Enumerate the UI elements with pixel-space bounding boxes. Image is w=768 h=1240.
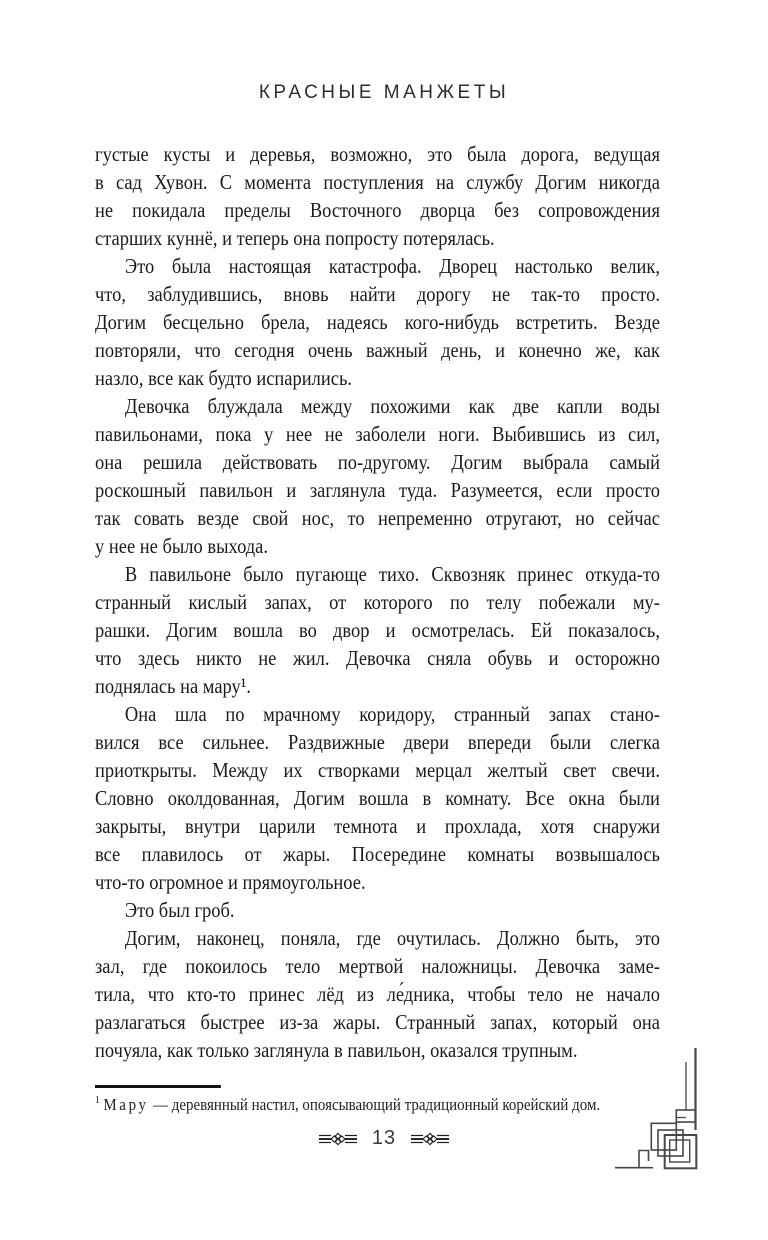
text-line: рашки. Догим вошла во двор и осмотрелась. Ей показалось, [95, 618, 660, 642]
footnote-definition: — деревянный настил, опоясывающий традиционный корейский дом. [153, 1095, 601, 1114]
text-line: повторяли, что сегодня очень важный день, и конечно же, как [95, 338, 660, 362]
text-line: вился все сильнее. Раздвижные двери впереди были слегка [95, 730, 660, 754]
text-line: Она шла по мрачному коридору, странный запах стано- [124, 702, 660, 726]
footnote-term: Мару [103, 1095, 149, 1114]
text-line: закрыты, внутри царили темнота и прохлада, хотя снаружи [95, 814, 660, 838]
page-number: 13 [371, 1127, 397, 1149]
text-line: странный кислый запах, от которого по телу побежали му- [95, 590, 660, 614]
text-line: В павильоне было пугающе тихо. Сквозняк принес откуда-то [124, 562, 660, 586]
text-line: павильонами, пока у нее не заболели ноги. Выбившись из сил, [95, 422, 660, 446]
text-line: Девочка блуждала между похожими как две капли воды [124, 394, 660, 418]
text-line: зал, где покоилось тело мертвой наложницы. Девочка заме- [95, 954, 660, 978]
chapter-title: КРАСНЫЕ МАНЖЕТЫ [258, 82, 510, 103]
text-line: что здесь никто не жил. Девочка сняла обувь и осторожно [95, 646, 660, 670]
text-line: что-то огромное и прямоугольное. [95, 870, 366, 894]
footnote-marker: 1 [95, 1094, 100, 1107]
knot-rule-ornament-left [319, 1132, 357, 1146]
text-line: Словно околдованная, Догим вошла в комнату. Все окна были [95, 786, 660, 810]
body-text [95, 140, 660, 1064]
text-line: Это была настоящая катастрофа. Дворец настолько велик, [124, 254, 660, 278]
text-line: не покидала пределы Восточного дворца без сопровождения [95, 198, 660, 222]
text-line: она решила действовать по-другому. Догим выбрала самый [95, 450, 660, 474]
text-line: в сад Хувон. С момента поступления на службу Догим никогда [95, 170, 660, 194]
text-line: приоткрыты. Между их створками мерцал желтый свет свечи. [95, 758, 660, 782]
text-line: у нее не было выхода. [95, 534, 269, 558]
text-line: все плавилось от жары. Посередине комнаты возвышалось [95, 842, 660, 866]
text-line: Это был гроб. [124, 898, 235, 922]
geometric-corner-ornament [610, 1044, 700, 1172]
text-line: роскошный павильон и заглянула туда. Разумеется, если просто [95, 478, 660, 502]
text-line: разлагаться быстрее из-за жары. Странный запах, который она [95, 1010, 660, 1034]
text-line: что, заблудившись, вновь найти дорогу не так-то просто. [95, 282, 660, 306]
text-line: так совать везде свой нос, то непременно отругают, но сейчас [95, 506, 660, 530]
text-line: Догим, наконец, поняла, где очутилась. Должно быть, это [124, 926, 660, 950]
text-column [95, 140, 660, 1116]
text-line: старших куннё, и теперь она попросту потерялась. [95, 226, 495, 250]
footnote-separator [95, 1085, 221, 1088]
text-line: густые кусты и деревья, возможно, это была дорога, ведущая [95, 142, 660, 166]
footnote [95, 1094, 660, 1116]
text-line: Догим бесцельно брела, надеясь кого-нибудь встретить. Везде [95, 310, 660, 334]
knot-rule-ornament-right [411, 1132, 449, 1146]
text-line: назло, все как будто испарились. [95, 366, 353, 390]
text-line: поднялась на мару¹. [95, 674, 251, 698]
text-line: почуяла, как только заглянула в павильон, оказался трупным. [95, 1038, 578, 1062]
text-line: тила, что кто-то принес лёд из ле́дника, чтобы тело не начало [95, 982, 660, 1006]
